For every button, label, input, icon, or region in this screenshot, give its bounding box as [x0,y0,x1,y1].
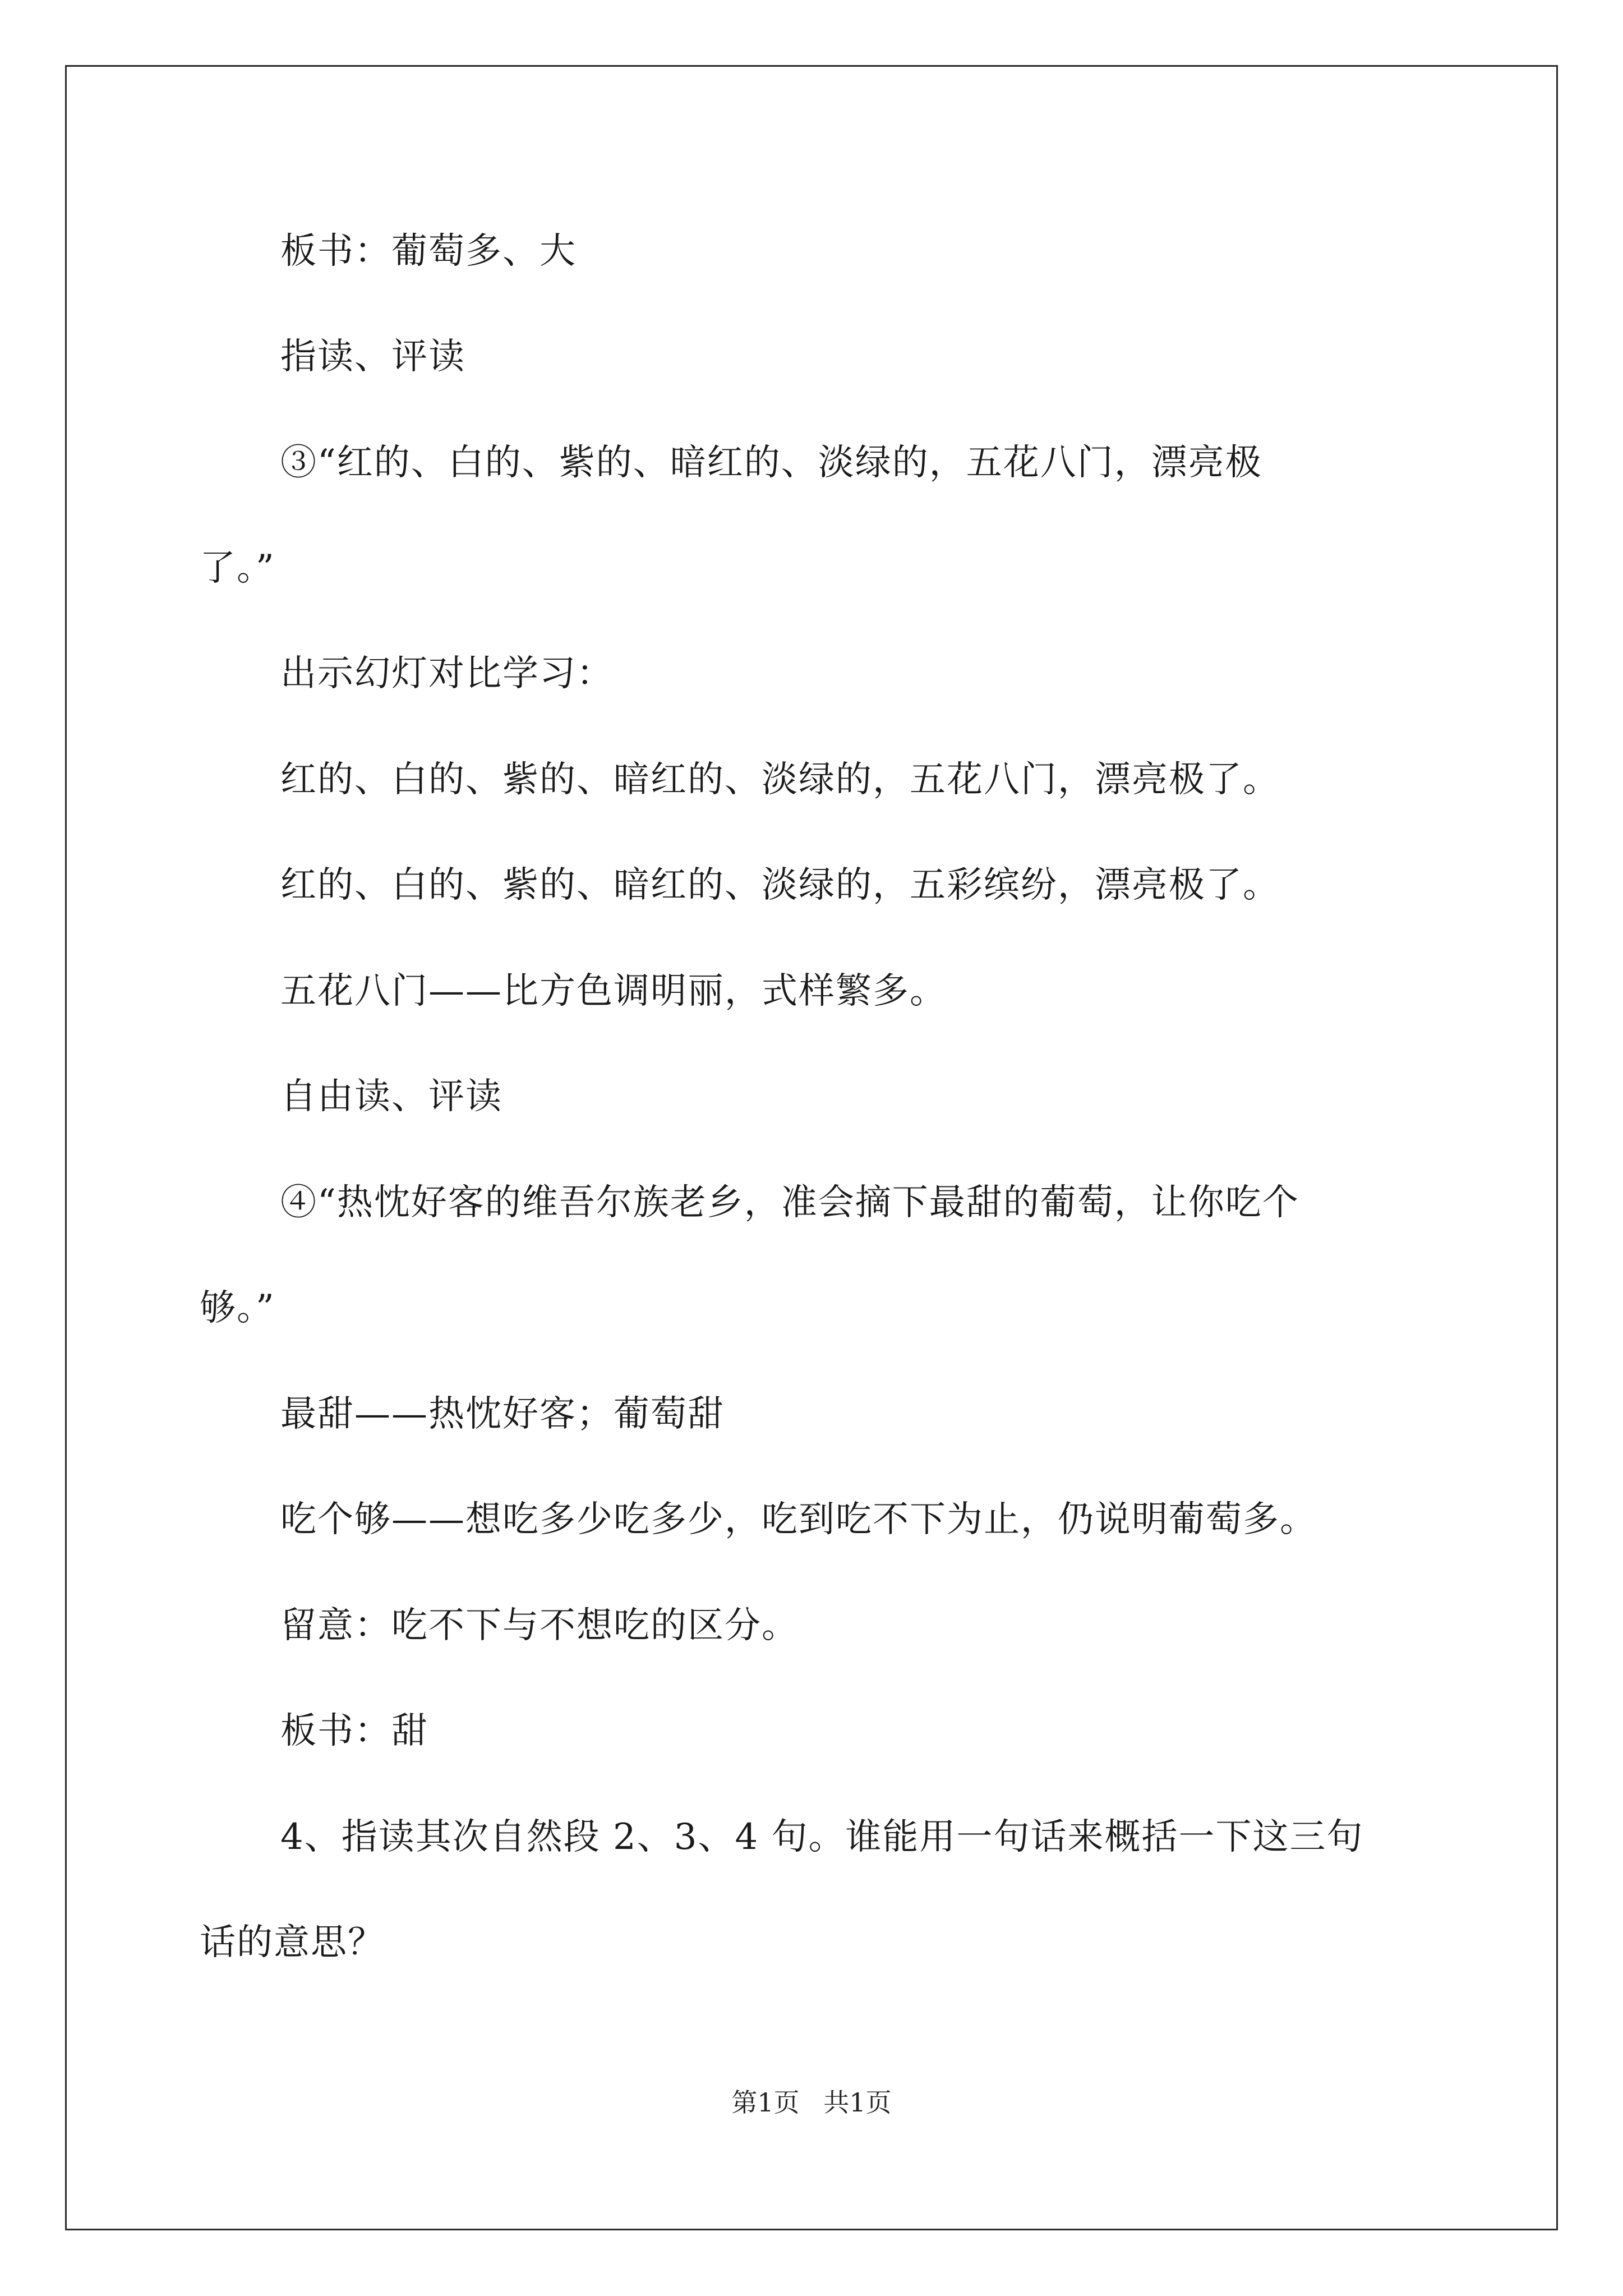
paragraph-line: 吃个够——想吃多少吃多少，吃到吃不下为止，仍说明葡萄多。 [280,1499,1317,1540]
paragraph-line: 板书：甜 [280,1710,428,1752]
paragraph-line: 4、指读其次自然段 2、3、4 句。谁能用一句话来概括一下这三句 [280,1816,1364,1858]
page-footer [0,2086,1623,2119]
paragraph-line: 话的意思？ [200,1922,385,1963]
page-number: 第1页 [731,2087,800,2118]
paragraph-line: 出示幻灯对比学习： [280,653,614,694]
paragraph-line: 指读、评读 [280,336,465,378]
paragraph-line: 红的、白的、紫的、暗红的、淡绿的，五花八门，漂亮极了。 [280,759,1280,800]
paragraph-line: 板书：葡萄多、大 [280,231,577,272]
paragraph-line: 最甜——热忱好客；葡萄甜 [280,1393,725,1435]
paragraph-line: 留意：吃不下与不想吃的区分。 [280,1605,799,1646]
paragraph-line: ④“热忱好客的维吾尔族老乡，准会摘下最甜的葡萄，让你吃个 [280,1182,1299,1223]
paragraph-line: 够。” [200,1287,275,1329]
page-border [65,65,1558,2230]
page-total: 共1页 [823,2087,892,2118]
paragraph-line: 自由读、评读 [280,1076,502,1117]
paragraph-line: 五花八门——比方色调明丽，式样繁多。 [280,970,947,1012]
paragraph-line: ③“红的、白的、紫的、暗红的、淡绿的，五花八门，漂亮极 [280,442,1262,484]
paragraph-line: 红的、白的、紫的、暗红的、淡绿的，五彩缤纷，漂亮极了。 [280,864,1280,906]
paragraph-line: 了。” [200,547,275,589]
